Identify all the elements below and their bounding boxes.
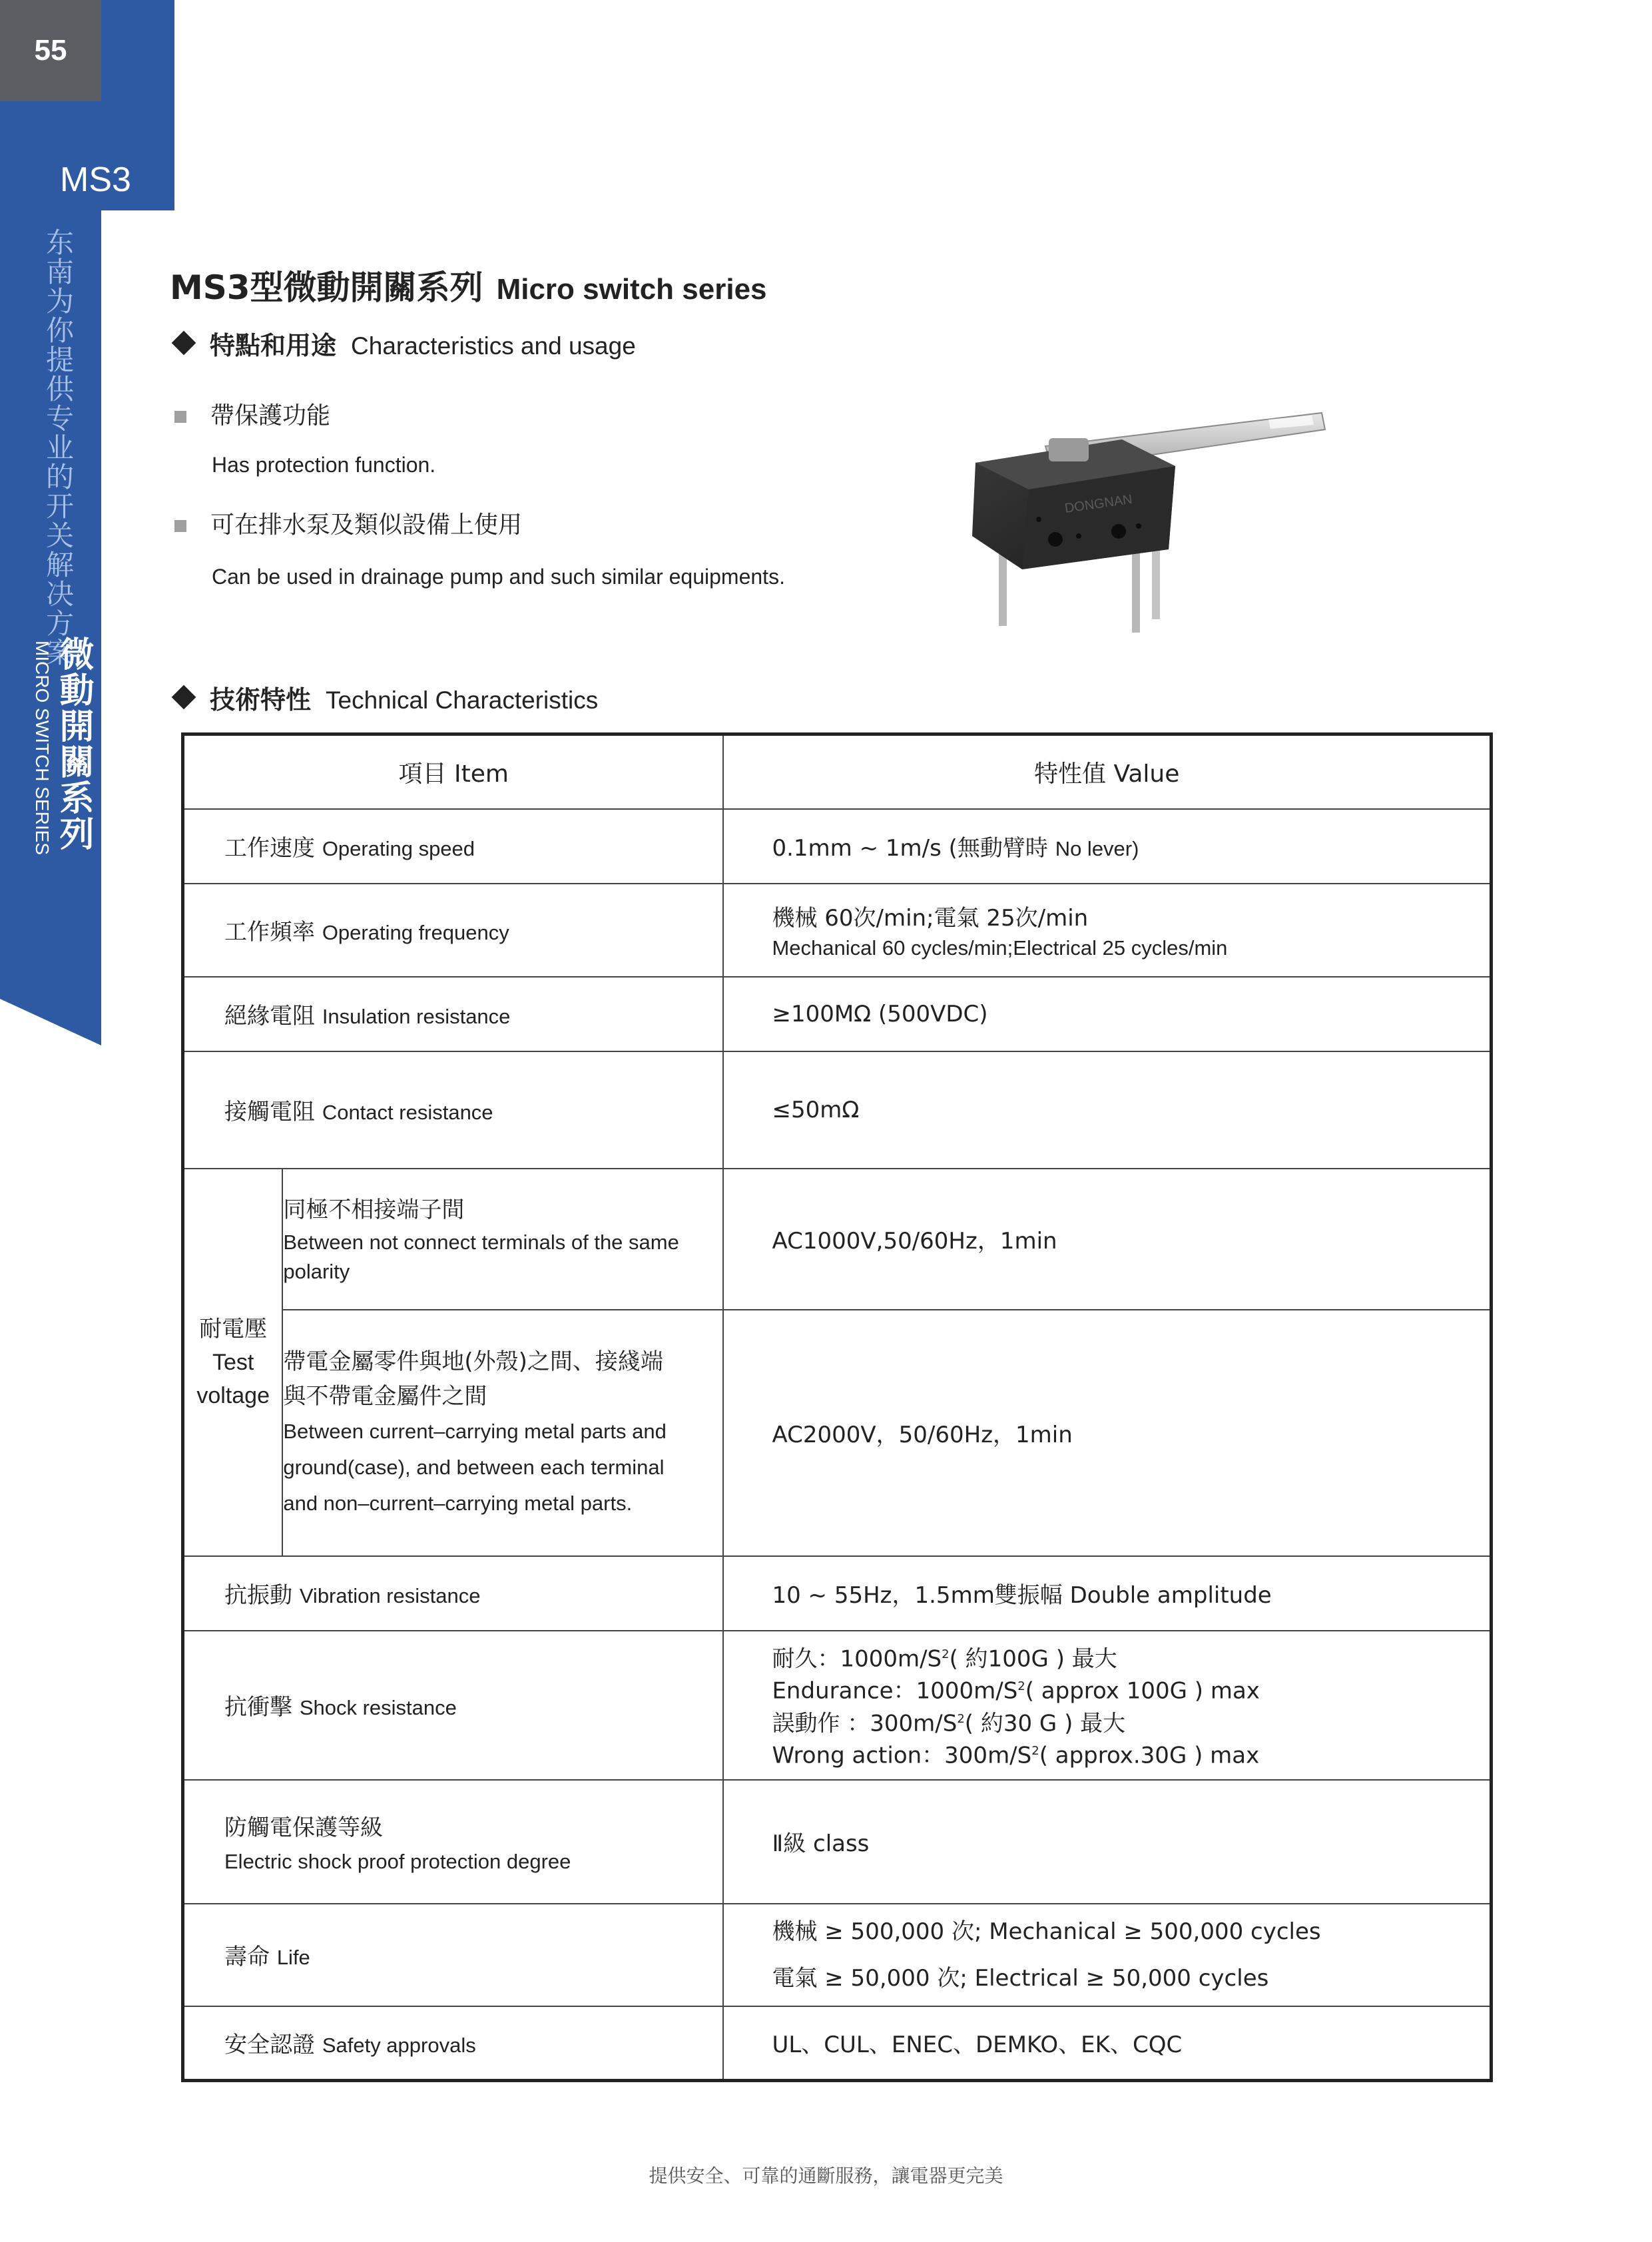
feature-1-en: Has protection function. <box>212 453 436 477</box>
test-voltage-en-1: Test <box>212 1349 254 1375</box>
safety-zh: 安全認證 <box>224 2032 315 2059</box>
life-en: Life <box>276 1946 310 1969</box>
test-voltage-row2-value: AC2000V，50/60Hz，1min <box>723 1310 1491 1556</box>
test-voltage-zh: 耐電壓 <box>199 1315 268 1342</box>
test-voltage-row2-en-3: and non–current–carrying metal parts. <box>283 1491 633 1515</box>
operating-frequency-value-en: Mechanical 60 cycles/min;Electrical 25 cycles/min <box>772 936 1228 960</box>
insulation-zh: 絕緣電阻 <box>224 1003 315 1029</box>
section-technical <box>170 679 598 716</box>
table-row <box>183 884 1492 977</box>
operating-speed-en: Operating speed <box>322 837 475 860</box>
table-header-row <box>183 734 1492 809</box>
shock-value-1: 耐久：$1000m/S^2$( 約100G ) 最大 <box>772 1645 1117 1673</box>
safety-value: UL、CUL、ENEC、DEMKO、EK、CQC <box>723 2006 1491 2081</box>
contact-en: Contact resistance <box>322 1101 493 1124</box>
table-row <box>183 1310 1492 1556</box>
sidebar-slogan: 东南为你提供专业的开关解决方案 <box>42 228 75 667</box>
protection-en: Electric shock proof protection degree <box>224 1850 571 1873</box>
life-value-2: 電氣 ≥ 50,000 次; Electrical ≥ 50,000 cycles <box>772 1964 1269 1992</box>
feature-1-zh: 帶保護功能 <box>210 402 331 429</box>
page-number: 55 <box>0 0 101 101</box>
table-row <box>183 1051 1492 1169</box>
header-item: 項目 Item <box>183 734 724 809</box>
operating-speed-zh: 工作速度 <box>224 835 315 862</box>
vibration-value: 10 ~ 55Hz，1.5mm雙振幅 Double amplitude <box>723 1556 1491 1631</box>
table-row <box>183 1169 1492 1310</box>
test-voltage-row2-zh-2: 與不帶電金屬件之間 <box>283 1382 487 1410</box>
test-voltage-row1-en: Between not connect terminals of the same polarity <box>283 1231 679 1283</box>
safety-en: Safety approvals <box>322 2034 476 2058</box>
vibration-zh: 抗振動 <box>224 1582 292 1609</box>
feature-item-1 <box>174 397 330 431</box>
feature-2-zh: 可在排水泵及類似設備上使用 <box>210 511 523 539</box>
series-code: MS3 <box>60 160 131 199</box>
contact-value: ≤50mΩ <box>723 1051 1491 1169</box>
square-bullet-icon <box>174 411 186 423</box>
shock-value-3: 誤動作 ：$300m/S^2$( 約30 G ) 最大 <box>772 1709 1126 1737</box>
sidebar-title: 微動開關系列 <box>53 636 93 852</box>
diamond-bullet-icon <box>172 685 196 710</box>
test-voltage-en-2: voltage <box>196 1382 270 1408</box>
operating-frequency-en: Operating frequency <box>322 921 509 944</box>
operating-frequency-value-zh: 機械 60次/min;電氣 25次/min <box>772 905 1089 932</box>
test-voltage-row2-en-2: ground(case), and between each terminal <box>283 1455 665 1479</box>
product-marking: DONGNAN <box>1063 491 1133 516</box>
page-title <box>170 261 767 309</box>
test-voltage-row1-zh: 同極不相接端子間 <box>283 1197 465 1223</box>
test-voltage-label <box>183 1169 283 1556</box>
feature-item-2 <box>174 506 522 540</box>
section-characteristics-zh: 特點和用途 <box>210 331 337 360</box>
feature-2-en: Can be used in drainage pump and such similar equipments. <box>212 565 785 589</box>
table-row <box>183 1904 1492 2006</box>
shock-zh: 抗衝擊 <box>224 1694 292 1721</box>
insulation-value: ≥100MΩ (500VDC) <box>723 977 1491 1051</box>
diamond-bullet-icon <box>172 331 196 356</box>
shock-value-4: Wrong action：$300m/S^2$( approx.30G ) max <box>772 1742 1260 1769</box>
page-title-en: Micro switch series <box>496 273 767 306</box>
section-technical-en: Technical Characteristics <box>326 687 599 714</box>
page-title-zh: MS3型微動開關系列 <box>170 268 483 307</box>
contact-zh: 接觸電阻 <box>224 1099 315 1125</box>
shock-en: Shock resistance <box>299 1696 457 1719</box>
protection-zh: 防觸電保護等級 <box>224 1815 383 1841</box>
section-characteristics <box>170 325 636 362</box>
protection-value: Ⅱ級 class <box>723 1780 1491 1904</box>
section-characteristics-en: Characteristics and usage <box>351 332 636 360</box>
square-bullet-icon <box>174 520 186 532</box>
table-row <box>183 1631 1492 1780</box>
test-voltage-row2-en-1: Between current–carrying metal parts and <box>283 1419 667 1443</box>
spec-table <box>181 732 1493 2082</box>
section-technical-zh: 技術特性 <box>210 685 312 714</box>
header-value: 特性值 Value <box>723 734 1491 809</box>
table-row <box>183 809 1492 884</box>
operating-speed-value-en: No lever) <box>1055 837 1139 860</box>
shock-value-2: Endurance：$1000m/S^2$( approx 100G ) max <box>772 1677 1260 1705</box>
page-footer: 提供安全、可靠的通斷服務，讓電器更完美 <box>649 2165 1003 2187</box>
vibration-en: Vibration resistance <box>299 1584 481 1607</box>
table-row <box>183 1780 1492 1904</box>
insulation-en: Insulation resistance <box>322 1005 511 1028</box>
sidebar-subtitle: MICRO SWITCH SERIES <box>32 641 53 856</box>
operating-speed-value: 0.1mm ~ 1m/s (無動臂時 <box>772 835 1048 862</box>
operating-frequency-zh: 工作頻率 <box>224 919 315 946</box>
life-value-1: 機械 ≥ 500,000 次; Mechanical ≥ 500,000 cycles <box>772 1918 1321 1945</box>
test-voltage-row2-zh-1: 帶電金屬零件與地(外殼)之間、接綫端 <box>283 1348 663 1375</box>
table-row <box>183 1556 1492 1631</box>
table-row <box>183 977 1492 1051</box>
product-photo <box>922 400 1355 653</box>
table-row <box>183 2006 1492 2081</box>
test-voltage-row1-value: AC1000V,50/60Hz，1min <box>723 1169 1491 1310</box>
life-zh: 壽命 <box>224 1944 270 1970</box>
